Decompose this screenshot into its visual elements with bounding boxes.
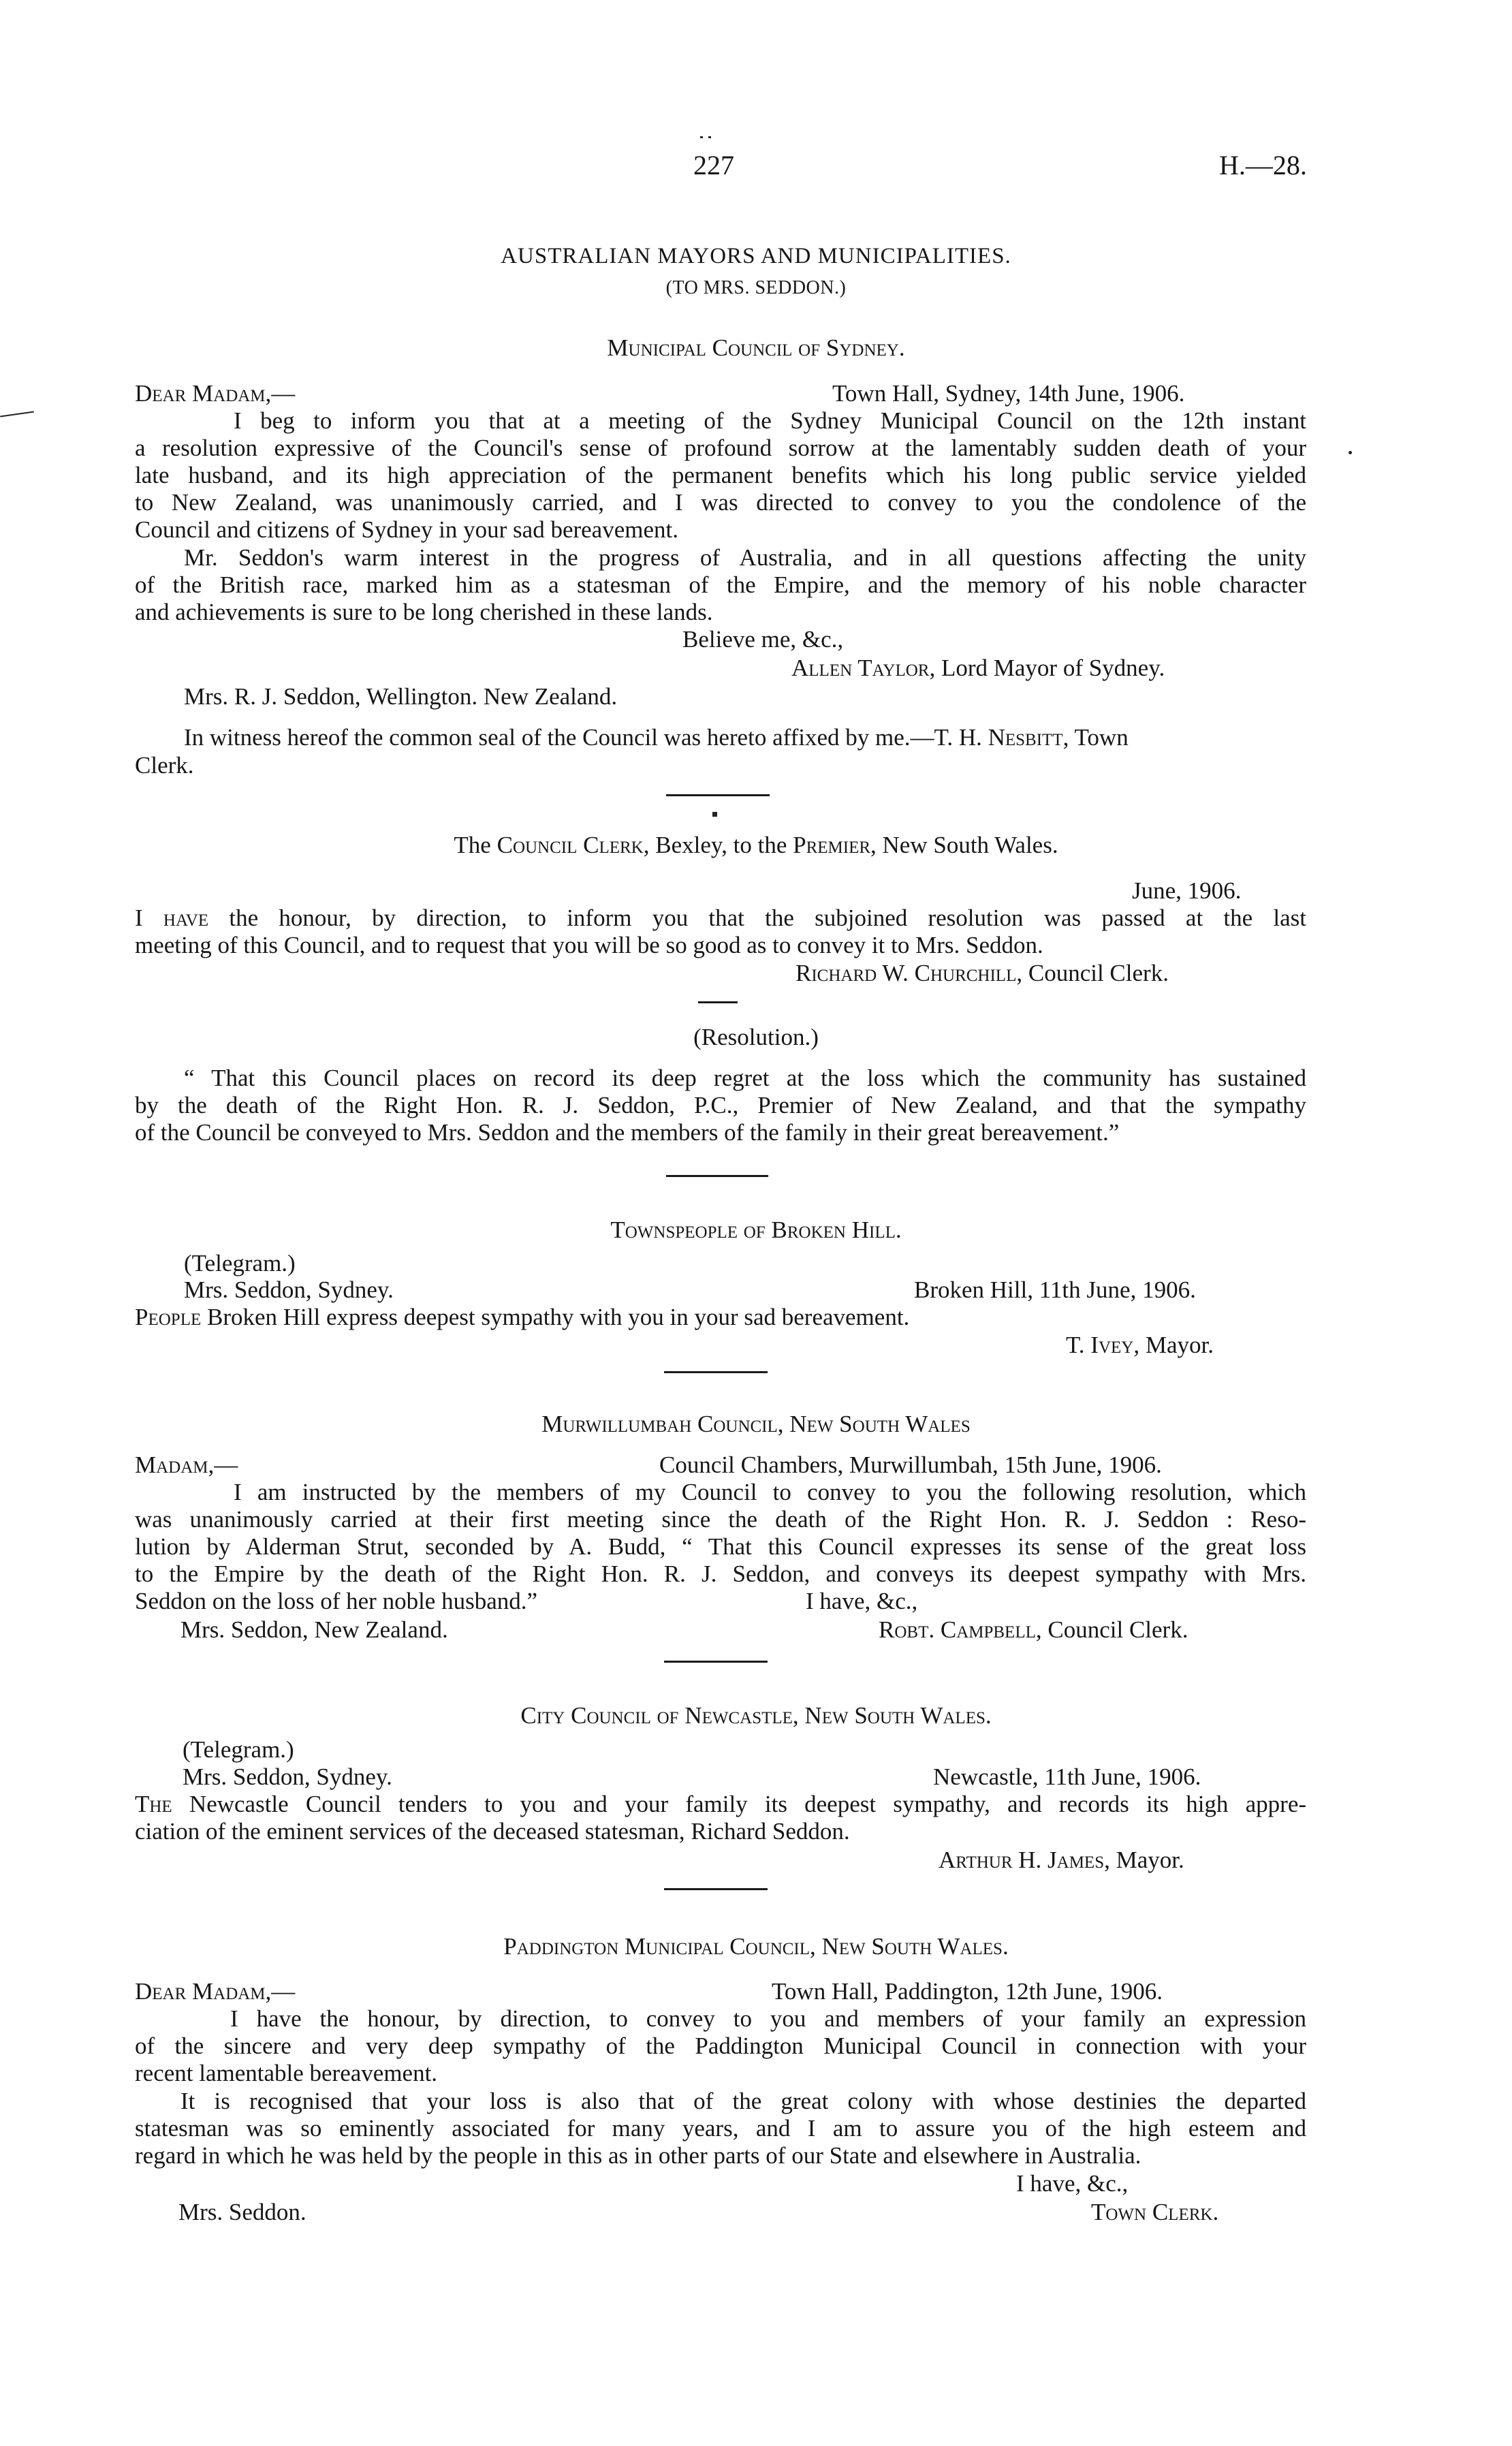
body-line: regard in which he was held by the people in this as in other parts of our State and elsewhere in Australia. bbox=[135, 2142, 1141, 2169]
addressee: Mrs. Seddon, New Zealand. bbox=[180, 1616, 448, 1643]
telegram-label: (Telegram.) bbox=[183, 1736, 294, 1763]
signature-name: Ivey bbox=[1090, 1332, 1134, 1358]
body-line: late husband, and its high appreciation of the permanent benefits which his long public service yielded bbox=[135, 462, 1306, 488]
body-line: lution by Alderman Strut, seconded by A. Budd, “ That this Council expresses its sense of the great loss bbox=[135, 1533, 1306, 1560]
body-line: meeting of this Council, and to request that you will be so good as to convey it to Mrs. Seddon. bbox=[135, 932, 1043, 958]
ink-speck bbox=[700, 136, 703, 138]
dateline: Town Hall, Sydney, 14th June, 1906. bbox=[832, 380, 1185, 407]
witness-tail: , Town bbox=[1062, 724, 1129, 751]
resolution-line: of the Council be conveyed to Mrs. Seddon and the members of the family in their great bereavement.” bbox=[135, 1119, 1120, 1146]
salutation: Dear Madam,— bbox=[135, 1978, 296, 2005]
heading-part: , Bexley, to the bbox=[643, 832, 787, 858]
witness-name: Nesbitt bbox=[988, 724, 1063, 751]
resolution-line: “ That this Council places on record its deep regret at the loss which the community has sustained bbox=[184, 1065, 1306, 1091]
witness-line bbox=[184, 723, 1129, 751]
body-text: Newcastle Council tenders to you and your family its deepest sympathy, and records its high appre- bbox=[189, 1791, 1307, 1817]
witness-line: Clerk. bbox=[135, 752, 194, 779]
signature bbox=[939, 1846, 1184, 1874]
ink-speck bbox=[712, 812, 717, 817]
body-line: was unanimously carried at their first meeting since the death of the Right Hon. R. J. Seddon : Reso- bbox=[135, 1506, 1306, 1533]
signature-name: Arthur H. James bbox=[939, 1847, 1105, 1873]
body-text: The bbox=[135, 1791, 172, 1817]
body-line bbox=[135, 1790, 1306, 1818]
section-divider bbox=[664, 1661, 768, 1663]
section-heading-bexley bbox=[0, 831, 1512, 859]
addressee: Mrs. R. J. Seddon, Wellington. New Zealand. bbox=[184, 683, 618, 710]
closing: I have, &c., bbox=[1016, 2170, 1129, 2197]
body-line: to the Empire by the death of the Right Hon. R. J. Seddon, and conveys its deepest sympathy with Mrs. bbox=[135, 1561, 1306, 1587]
heading-part: , New South Wales. bbox=[870, 832, 1058, 858]
page-code: H.—28. bbox=[1219, 150, 1307, 181]
witness-text: In witness hereof the common seal of the Council was hereto affixed by me.—T. H. bbox=[184, 724, 982, 751]
body-line: statesman was so eminently associated for many years, and I am to assure you of the high esteem and bbox=[135, 2115, 1306, 2142]
section-heading-newcastle: City Council of Newcastle, New South Wales. bbox=[520, 1702, 992, 1729]
signature-name: Robt. Campbell bbox=[879, 1616, 1036, 1643]
body-text: the honour, by direction, to inform you that the subjoined resolution was passed at the last bbox=[229, 905, 1307, 931]
date: June, 1906. bbox=[1132, 877, 1242, 904]
body-line bbox=[135, 904, 1306, 932]
heading-part: Council Clerk bbox=[497, 832, 644, 858]
signature-title: , Council Clerk. bbox=[1035, 1616, 1188, 1643]
section-heading-sydney: Municipal Council of Sydney. bbox=[607, 334, 905, 361]
body-text: have bbox=[163, 905, 209, 931]
signature-title: , Council Clerk. bbox=[1016, 960, 1169, 986]
body-text: People bbox=[135, 1304, 202, 1330]
section-divider bbox=[666, 1175, 768, 1177]
body-line: Seddon on the loss of her noble husband.” bbox=[135, 1588, 538, 1614]
body-line bbox=[135, 1303, 909, 1331]
body-text: Broken Hill express deepest sympathy with you in your sad bereavement. bbox=[207, 1304, 910, 1330]
section-heading-paddington: Paddington Municipal Council, New South Wales. bbox=[503, 1933, 1009, 1960]
body-line: ciation of the eminent services of the deceased statesman, Richard Seddon. bbox=[135, 1818, 850, 1845]
body-line: I am instructed by the members of my Council to convey to you the following resolution, which bbox=[234, 1479, 1306, 1505]
dateline: Newcastle, 11th June, 1906. bbox=[933, 1763, 1201, 1790]
signature-title: , Mayor. bbox=[1133, 1332, 1214, 1358]
body-line: It is recognised that your loss is also that of the great colony with whose destinies the departed bbox=[180, 2088, 1306, 2114]
signature: Town Clerk. bbox=[1091, 2199, 1219, 2225]
section-heading-broken-hill: Townspeople of Broken Hill. bbox=[610, 1217, 902, 1243]
subtitle: (TO MRS. SEDDON.) bbox=[665, 277, 847, 298]
telegram-label: (Telegram.) bbox=[184, 1250, 296, 1276]
closing: Believe me, &c., bbox=[682, 626, 844, 653]
signature bbox=[796, 959, 1169, 987]
body-line: a resolution expressive of the Council's sense of profound sorrow at the lamentably sudden death of your bbox=[135, 435, 1306, 461]
main-title: AUSTRALIAN MAYORS AND MUNICIPALITIES. bbox=[501, 244, 1011, 268]
addressee: Mrs. Seddon, Sydney. bbox=[183, 1763, 392, 1790]
body-line: recent lamentable bereavement. bbox=[135, 2060, 438, 2086]
ink-dot bbox=[1349, 451, 1352, 454]
body-line: I beg to inform you that at a meeting of the Sydney Municipal Council on the 12th instant bbox=[234, 407, 1306, 434]
signature-part: T. bbox=[1066, 1332, 1085, 1358]
body-line: to New Zealand, was unanimously carried, and I was directed to convey to you the condolence of the bbox=[135, 489, 1306, 516]
body-line: and achievements is sure to be long cherished in these lands. bbox=[135, 599, 713, 625]
section-divider bbox=[666, 794, 770, 796]
ink-speck bbox=[708, 136, 711, 138]
section-divider bbox=[664, 1888, 768, 1890]
body-text: I bbox=[135, 905, 143, 931]
heading-part: Premier bbox=[793, 832, 871, 858]
section-divider bbox=[698, 1001, 738, 1003]
dateline: Council Chambers, Murwillumbah, 15th June, 1906. bbox=[659, 1452, 1162, 1478]
signature-title: , Lord Mayor of Sydney. bbox=[929, 655, 1165, 681]
body-line: I have the honour, by direction, to convey to you and members of your family an expression bbox=[230, 2005, 1306, 2032]
dateline: Broken Hill, 11th June, 1906. bbox=[914, 1276, 1196, 1303]
page-number: 227 bbox=[693, 150, 734, 181]
body-line: Council and citizens of Sydney in your sad bereavement. bbox=[135, 516, 678, 543]
closing: I have, &c., bbox=[806, 1588, 918, 1614]
signature-name: Richard W. Churchill bbox=[796, 960, 1017, 986]
addressee: Mrs. Seddon, Sydney. bbox=[184, 1276, 394, 1303]
resolution-heading: (Resolution.) bbox=[693, 1024, 819, 1050]
signature bbox=[1066, 1331, 1214, 1359]
signature bbox=[791, 654, 1165, 682]
signature-title: , Mayor. bbox=[1104, 1847, 1184, 1873]
addressee: Mrs. Seddon. bbox=[178, 2199, 306, 2225]
heading-part: The bbox=[454, 832, 491, 858]
signature-name: Allen Taylor bbox=[791, 655, 930, 681]
body-line: Mr. Seddon's warm interest in the progress of Australia, and in all questions affecting the unity bbox=[184, 544, 1306, 571]
resolution-line: by the death of the Right Hon. R. J. Seddon, P.C., Premier of New Zealand, and that the sympathy bbox=[135, 1092, 1306, 1118]
section-divider bbox=[664, 1371, 768, 1373]
signature bbox=[879, 1616, 1188, 1644]
salutation: Dear Madam,— bbox=[135, 380, 296, 407]
dateline: Town Hall, Paddington, 12th June, 1906. bbox=[772, 1978, 1163, 2005]
body-line: of the sincere and very deep sympathy of the Paddington Municipal Council in connection with your bbox=[135, 2033, 1306, 2059]
body-line: of the British race, marked him as a statesman of the Empire, and the memory of his noble character bbox=[135, 571, 1306, 598]
margin-mark bbox=[0, 411, 34, 418]
section-heading-murwillumbah: Murwillumbah Council, New South Wales bbox=[541, 1411, 971, 1437]
salutation: Madam,— bbox=[135, 1452, 238, 1478]
